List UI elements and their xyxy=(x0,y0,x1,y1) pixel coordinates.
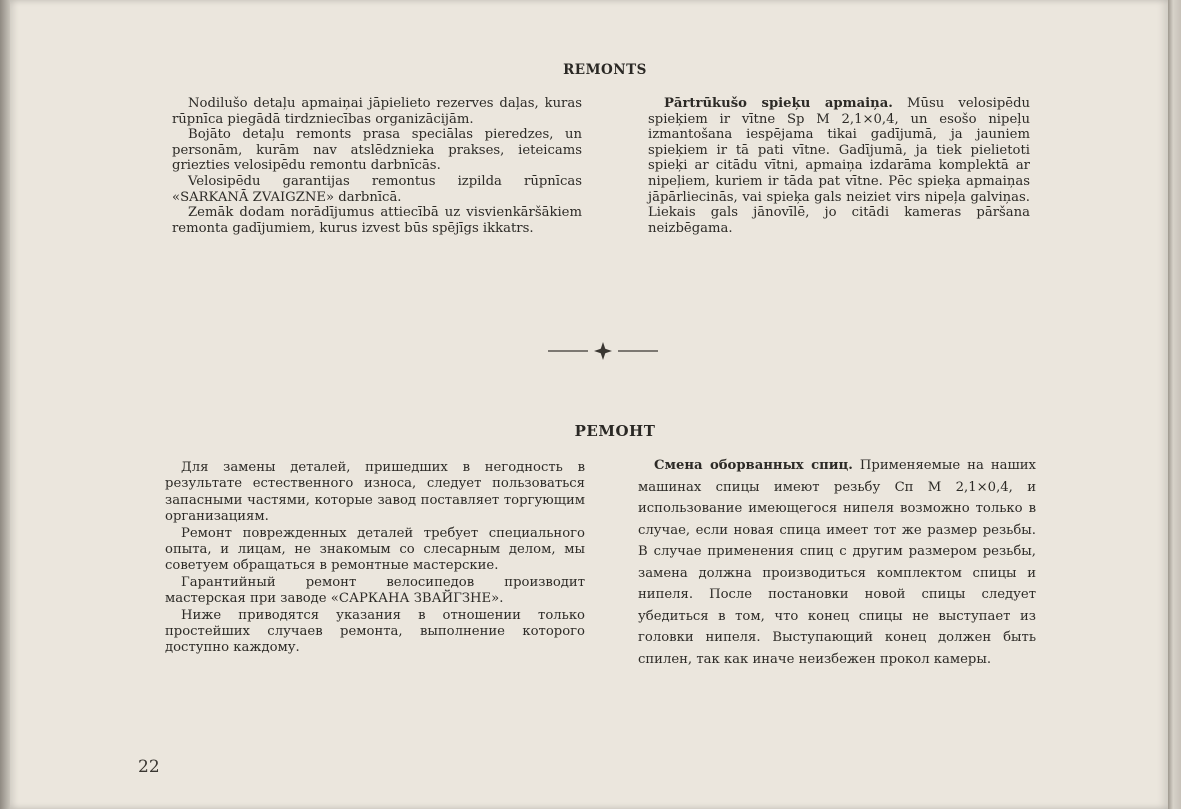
latvian-title: REMONTS xyxy=(563,62,647,78)
book-gutter xyxy=(0,0,10,809)
russian-spoke-heading: Смена оборванных спиц. xyxy=(654,458,853,473)
russian-paragraph: Гарантийный ремонт велосипедов производит мастерская при заводе «САРКАНА ЗВАЙГЗНЕ». xyxy=(165,574,585,607)
latvian-paragraph: Zemāk dodam norādījumus attiecībā uz visvienkāršākiem remonta gadījumiem, kurus izvest būs spējīgs ikkatrs. xyxy=(172,205,582,236)
latvian-spoke-text: Mūsu velosipēdu spieķiem ir vītne Sp M 2,1×0,4, un esošo nipeļu izmantošana iespējama tikai gadījumā, ja jauniem spieķiem ir tā pati vītne. Gadījumā, ja tiek pielietoti spieķi ar citādu vītni, apmaiņa izdarāma komplektā ar nipeļiem, kuriem ir tāda pat vītne. Pēc spieķa apmaiņas jāpārliecinās, vai spieķa gals neiziet virs nipeļa galviņas. Liekais gals jānovīlē, jo citādi kameras pāršana neizbēgama. xyxy=(648,96,1031,236)
russian-paragraph: Для замены деталей, пришедших в негодность в результате естественного износа, следует пользоваться запасными частями, которые завод поставляет торгующим организациям. xyxy=(165,460,585,525)
russian-title: РЕМОНТ xyxy=(574,422,656,440)
page-number: 22 xyxy=(138,757,160,777)
russian-right-column xyxy=(638,455,1036,670)
russian-left-column xyxy=(165,460,585,657)
russian-paragraph: Ниже приводятся указания в отношении только простейших случаев ремонта, выполнение которого доступно каждому. xyxy=(165,607,585,656)
russian-paragraph: Ремонт поврежденных деталей требует специального опыта, и лицам, не знакомым со слесарным делом, мы советуем обращаться в ремонтные мастерские. xyxy=(165,525,585,574)
latvian-paragraph: Velosipēdu garantijas remontus izpilda rūpnīcas «SARKANĀ ZVAIGZNE» darbnīcā. xyxy=(172,173,582,205)
page-edge xyxy=(1168,0,1181,809)
latvian-spoke-heading: Pārtrūkušo spieķu apmaiņa. xyxy=(664,96,893,111)
latvian-left-column xyxy=(172,96,582,236)
latvian-spoke-paragraph xyxy=(648,96,1030,236)
latvian-paragraph: Bojāto detaļu remonts prasa speciālas pieredzes, un personām, kurām nav atslēdznieka prakses, ieteicams griezties velosipēdu remontu darbnīcās. xyxy=(172,127,582,174)
russian-spoke-paragraph xyxy=(638,455,1036,670)
latvian-right-column xyxy=(648,96,1030,236)
latvian-paragraph: Nodilušo detaļu apmaiņai jāpielieto rezerves daļas, kuras rūpnīca piegādā tirdzniecības organizācijām. xyxy=(172,96,582,127)
russian-spoke-text: Применяемые на наших машинах спицы имеют резьбу Сп М 2,1×0,4, и использование имеющегося нипеля возможно только в случае, если новая спица имеет тот же размер резьбы. В случае применения спиц с другим размером резьбы, замена должна производиться комплектом спицы и нипеля. После постановки новой спицы следует убедиться в том, что конец спицы не выступает из головки нипеля. Выступающий конец должен быть спилен, так как иначе неизбежен прокол камеры. xyxy=(638,458,1036,667)
ornament-divider xyxy=(548,340,658,362)
